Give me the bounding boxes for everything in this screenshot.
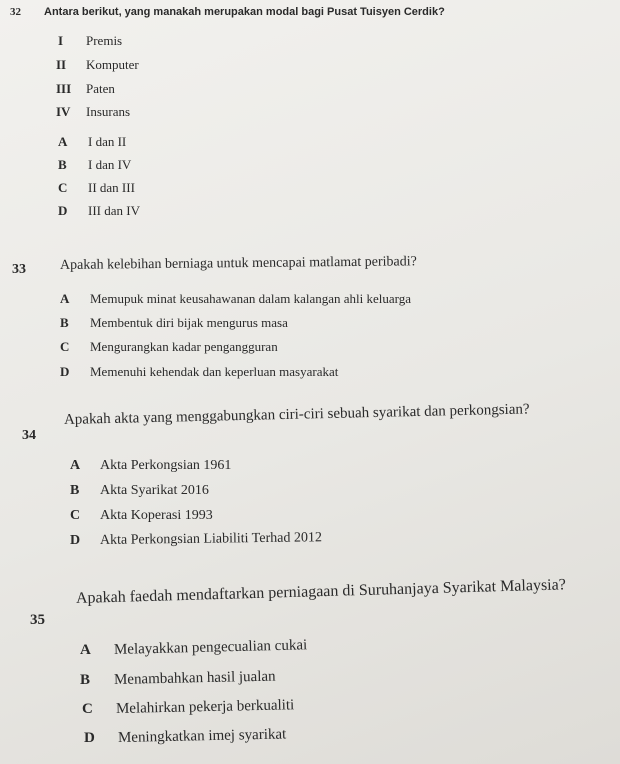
option-text: Memenuhi kehendak dan keperluan masyarakat [90,364,339,379]
option-letter: C [70,508,81,523]
option-text: II dan III [88,180,135,195]
question-text: Apakah faedah mendaftarkan perniagaan di Suruhanjaya Syarikat Malaysia? [75,576,567,607]
statement-text: Komputer [86,57,139,72]
question-number: 34 [22,428,36,443]
option-text: Melahirkan pekerja berkualiti [115,697,295,717]
option-letter: B [80,672,91,688]
question-number: 35 [30,612,45,628]
option-text: Akta Koperasi 1993 [100,508,213,523]
option-letter: C [58,180,68,195]
option-letter: C [82,701,93,717]
option-text: I dan IV [88,157,132,172]
option-letter: D [58,203,68,218]
question-text: Apakah akta yang menggabungkan ciri-ciri sebuah syarikat dan perkongsian? [63,401,530,428]
option-text: Melayakkan pengecualian cukai [113,637,308,658]
statement-roman: I [58,33,64,48]
option-text: Membentuk diri bijak mengurus masa [90,315,288,330]
option-letter: D [84,730,95,746]
statement-text: Insurans [86,104,131,119]
option-letter: A [80,642,91,658]
question-text: Apakah kelebihan berniaga untuk mencapai matlamat peribadi? [59,254,417,273]
option-text: Mengurangkan kadar pengangguran [90,339,278,354]
option-text: I dan II [88,134,127,149]
statement-roman: IV [56,104,71,119]
option-letter: A [60,291,70,306]
option-letter: D [60,364,70,379]
option-text: Akta Perkongsian 1961 [100,458,232,473]
statement-roman: III [56,81,72,96]
option-text: Meningkatkan imej syarikat [117,726,287,746]
option-letter: B [58,157,67,172]
option-letter: C [60,339,70,354]
option-text: Akta Perkongsian Liabiliti Terhad 2012 [99,530,323,548]
question-number: 32 [10,6,21,18]
option-text: III dan IV [88,203,140,218]
option-letter: D [70,533,81,548]
option-text: Memupuk minat keusahawanan dalam kalangan ahli keluarga [90,291,412,306]
option-text: Akta Syarikat 2016 [100,483,209,498]
question-number: 33 [12,262,26,277]
option-letter: B [70,483,80,498]
option-letter: A [58,134,68,149]
option-text: Menambahkan hasil jualan [113,668,276,688]
option-letter: A [70,458,81,473]
option-letter: B [60,315,69,330]
statement-text: Paten [86,81,115,96]
statement-text: Premis [86,33,123,48]
statement-roman: II [56,57,67,72]
question-text: Antara berikut, yang manakah merupakan modal bagi Pusat Tuisyen Cerdik? [44,6,445,18]
